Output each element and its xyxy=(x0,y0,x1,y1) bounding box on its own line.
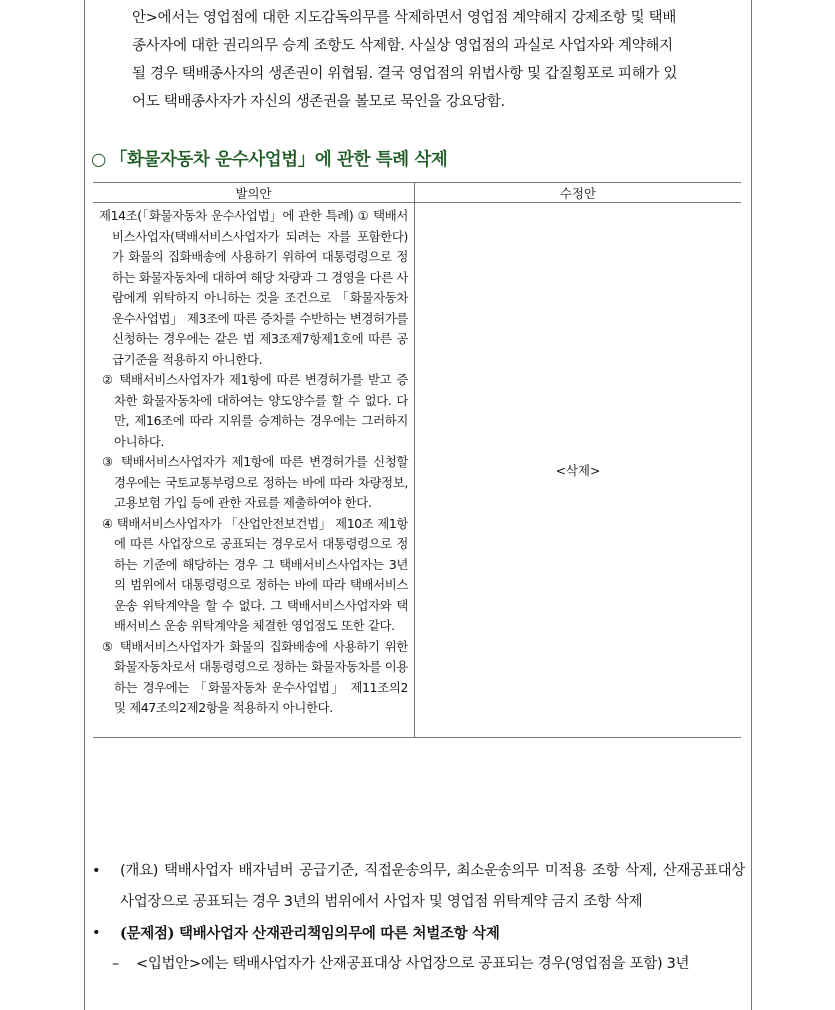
intro-line: 종사자에 대한 권리의무 승계 조항도 삭제함. 사실상 영업점의 과실로 사업자와 계약해지 xyxy=(132,38,673,54)
section-title: 「화물자동차 운수사업법」에 관한 특례 삭제 xyxy=(109,150,448,170)
circle-bullet-icon: ○ xyxy=(91,150,106,170)
bullet-dot-icon: • xyxy=(92,863,101,879)
intro-paragraph xyxy=(132,4,744,116)
article-paragraph: ③ 택배서비스사업자가 제1항에 따른 변경허가를 신청할 경우에는 국토교통부령으로 정하는 바에 따라 차량정보, 고용보험 가입 등에 관한 자료를 제출하여야 한다. xyxy=(102,454,408,510)
intro-line: 안>에서는 영업점에 대한 지도감독의무를 삭제하면서 영업점 계약해지 강제조항 및 택배 xyxy=(132,10,677,26)
article-paragraph: ⑤ 택배서비스사업자가 화물의 집화배송에 사용하기 위한 화물자동차로서 대통령령으로 정하는 화물자동차를 이용하는 경우에는 「화물자동차 운수사업법」 제11조의2 및 제47조의2제2항을 적용하지 아니한다. xyxy=(102,638,408,715)
revision-text: <삭제> xyxy=(555,462,601,478)
proposal-cell xyxy=(93,203,415,738)
article-paragraph: ④ 택배서비스사업자가 「산업안전보건법」 제10조 제1항에 따른 사업장으로 공표되는 경우로서 대통령령으로 정하는 기준에 해당하는 경우 그 택배서비스사업자는 3년의 범위에서 대통령령으로 정하는 바에 따라 택배서비스 운송 위탁계약을 할 수 없다. 그 택배서비스사업자와 택배서비스 운송 위탁계약을 체결한 영업점도 또한 같다. xyxy=(102,515,408,633)
article-paragraph: ② 택배서비스사업자가 제1항에 따른 변경허가를 받고 증차한 화물자동차에 대하여는 양도양수를 할 수 없다. 다만, 제16조에 따라 지위를 승계하는 경우에는 그러하지 아니하다. xyxy=(102,372,408,449)
bullet-dot-icon: • xyxy=(92,925,101,941)
revision-cell xyxy=(415,203,742,738)
article-lead: 제14조(「화물자동차 운수사업법」에 관한 특례) ① 택배서비스사업자(택배서비스사업자가 되려는 자를 포함한다)가 화물의 집화배송에 사용하기 위하여 대통령령으로 정하는 화물자동차에 대하여 해당 차량과 그 경영을 다른 사람에게 위탁하지 아니하는 것을 조건으로 「화물자동차 운수사업법」 제3조에 따른 증차를 수반하는 변경허가를 신청하는 경우에는 같은 법 제3조제7항제1호에 따른 공급기준을 적용하지 아니한다. xyxy=(99,208,408,367)
comparison-table xyxy=(93,182,741,738)
bullet-text: (문제점) 택배사업자 산재관리책임의무에 따른 처벌조항 삭제 xyxy=(120,925,500,942)
bullet-list xyxy=(90,856,745,980)
intro-line: 될 경우 택배종사자의 생존권이 위협됨. 결국 영업점의 위법사항 및 갑질횡포로 피해가 있 xyxy=(132,66,678,82)
article-14 xyxy=(99,206,408,719)
bullet-item xyxy=(90,856,745,918)
bullet-item xyxy=(90,918,745,949)
intro-line: 어도 택배종사자가 자신의 생존권을 볼모로 묵인을 강요당함. xyxy=(132,94,505,110)
sub-item-text: <입법안>에는 택배사업자가 산재공표대상 사업장으로 공표되는 경우(영업점을 포함) 3년 xyxy=(136,956,690,972)
section-heading xyxy=(91,146,447,171)
bullet-text: (개요) 택배사업자 배자넘버 공급기준, 직접운송의무, 최소운송의무 미적용 조항 삭제, 산재공표대상 사업장으로 공표되는 경우 3년의 범위에서 사업자 및 영업점 위탁계약 금지 조항 삭제 xyxy=(120,863,745,910)
header-proposal: 발의안 xyxy=(93,183,415,203)
sub-item xyxy=(90,949,745,980)
header-revision: 수정안 xyxy=(415,183,742,203)
dash-icon: – xyxy=(112,956,119,972)
